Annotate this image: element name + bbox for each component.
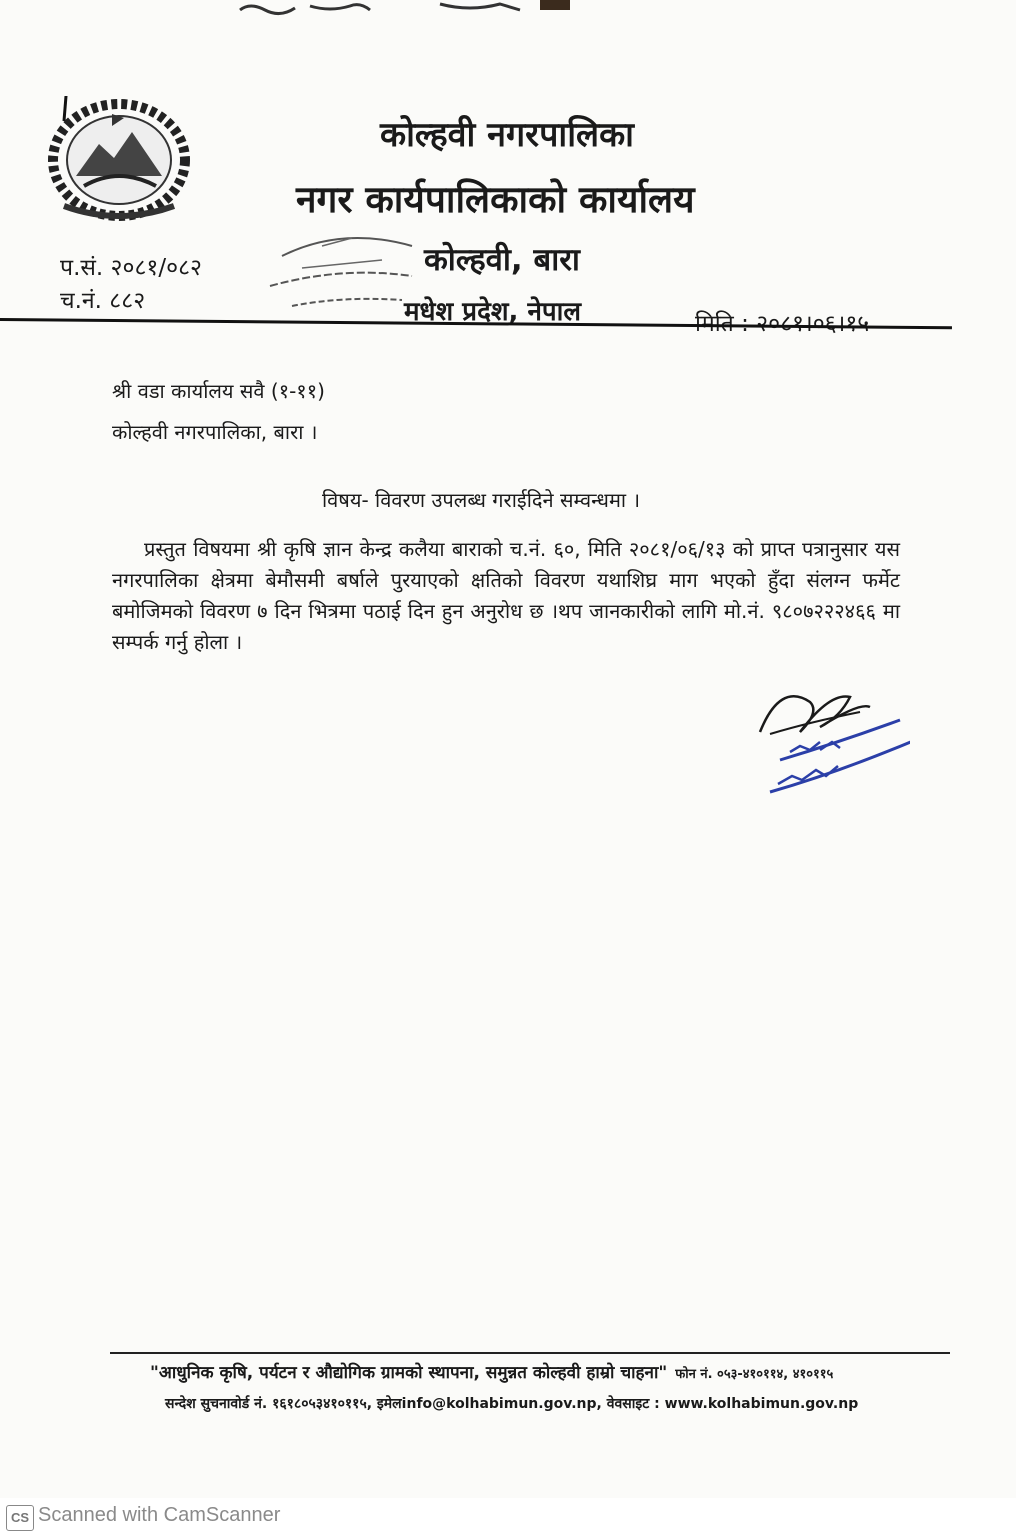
office-province: मधेश प्रदेश, नेपाल: [404, 297, 582, 327]
addressee-line-1: श्री वडा कार्यालय सवै (१-११): [112, 379, 325, 403]
letter-body: प्रस्तुत विषयमा श्री कृषि ज्ञान केन्द्र कलैया बाराको च.नं. ६०, मिति २०८१/०६/१३ को प्राप्त पत्रानुसार यस नगरपालिका क्षेत्रमा बेमौसमी बर्षाले पुरयाएको क्षतिको विवरण यथाशिघ्र माग भएको हुँदा संलग्न फर्मेट बमोजिमको विवरण ७ दिन भित्रमा पठाई दिन हुन अनुरोध छ ।थप जानकारीको लागि मो.नं. ९८०७२२२४६६ मा सम्पर्क गर्नु होला ।: [112, 537, 900, 654]
nepal-emblem-icon: [44, 96, 194, 230]
camscanner-logo-icon: CS: [6, 1505, 34, 1531]
office-name: नगर कार्यपालिकाको कार्यालय: [296, 178, 695, 221]
officer-signature-icon: [750, 672, 910, 822]
letter-subject: विषय- विवरण उपलब्ध गराईदिने सम्वन्धमा ।: [322, 488, 641, 512]
footer-divider: [110, 1352, 950, 1354]
addressee-line-2: कोल्हवी नगरपालिका, बारा ।: [112, 420, 318, 444]
previous-page-scrap: [0, 0, 700, 30]
reference-number: प.सं. २०८१/०८२: [60, 255, 203, 281]
office-stamp-icon: [262, 226, 420, 320]
footer-contacts: सन्देश सुचनावोर्ड नं. १६१८०५३४१०११५, इमेलinfo@kolhabimun.gov.np, वेवसाइट : www.kolhabimun.gov.np: [165, 1396, 859, 1412]
footer-phone: फोन नं. ०५३-४१०११४, ४१०११५: [675, 1367, 834, 1382]
dispatch-number: च.नं. ८८२: [60, 288, 146, 314]
letter-date: मिति : २०८१।०६।१५: [695, 311, 870, 337]
municipality-name: कोल्हवी नगरपालिका: [380, 115, 634, 155]
scanner-watermark-text: Scanned with CamScanner: [38, 1504, 281, 1526]
footer-motto: "आधुनिक कृषि, पर्यटन र औद्योगिक ग्रामको स्थापना, समुन्नत कोल्हवी हाम्रो चाहना" फोन नं. ०५३-४१०११४, ४१०११५: [150, 1363, 834, 1383]
office-city: कोल्हवी, बारा: [424, 242, 580, 278]
